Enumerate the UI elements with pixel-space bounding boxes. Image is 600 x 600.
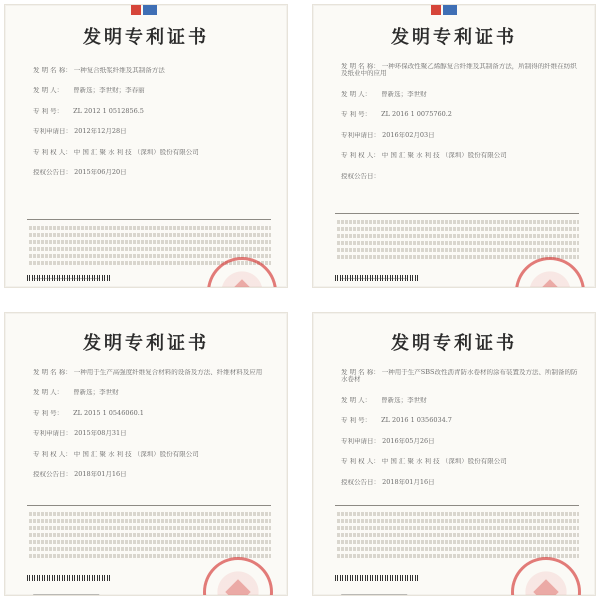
text-line bbox=[29, 540, 271, 544]
field-grant-date bbox=[33, 471, 271, 478]
field-value: 曾新选；李世财 bbox=[381, 396, 427, 404]
field-patentee bbox=[33, 451, 271, 458]
field-filing-date bbox=[33, 128, 271, 135]
field-value: ZL 2015 1 0546060.1 bbox=[73, 409, 144, 417]
certificate-body-text bbox=[337, 217, 579, 262]
field-value: 一种用于生产高强度纤维复合材料的设备及方法、纤维材料及应用 bbox=[73, 369, 263, 376]
field-label: 专 利 权 人： bbox=[341, 458, 380, 466]
field-value: 曾新选；李世财 bbox=[73, 389, 119, 397]
field-value: 中 国 汇 聚 水 利 技 （深圳）股份有限公司 bbox=[381, 458, 507, 466]
field-filing-date bbox=[341, 438, 579, 445]
field-invention-title bbox=[341, 369, 579, 384]
field-label: 专利申请日： bbox=[341, 131, 380, 139]
certificate-fields bbox=[33, 369, 271, 492]
field-label: 授权公告日： bbox=[33, 471, 72, 479]
field-label: 专 利 权 人： bbox=[33, 148, 72, 156]
field-value: 2015年08月31日 bbox=[74, 430, 127, 438]
field-value: ZL 2012 1 0512856.5 bbox=[73, 107, 144, 115]
field-inventors bbox=[33, 389, 271, 396]
text-line bbox=[29, 247, 271, 251]
official-seal bbox=[203, 557, 273, 596]
signature-mark bbox=[33, 267, 103, 279]
field-patent-number bbox=[33, 108, 271, 115]
field-label: 发 明 名 称： bbox=[33, 369, 72, 376]
field-label: 专 利 权 人： bbox=[33, 450, 72, 458]
certificate-fields bbox=[341, 369, 579, 499]
barcode bbox=[335, 575, 419, 581]
certificate-body-text bbox=[337, 509, 579, 561]
official-seal bbox=[511, 557, 581, 596]
text-line bbox=[29, 233, 271, 237]
certificate-title: 发明专利证书 bbox=[391, 27, 517, 48]
divider-line bbox=[335, 213, 579, 214]
field-label: 发 明 名 称： bbox=[341, 369, 380, 376]
field-value: 2016年02月03日 bbox=[382, 131, 435, 139]
field-label: 发 明 人： bbox=[33, 389, 64, 397]
text-line bbox=[337, 512, 579, 516]
field-inventors bbox=[33, 87, 271, 94]
field-label: 专 利 号： bbox=[33, 107, 64, 115]
field-label: 发 明 人： bbox=[341, 90, 372, 98]
text-line bbox=[337, 540, 579, 544]
certificate-title: 发明专利证书 bbox=[83, 333, 209, 354]
text-line bbox=[337, 533, 579, 537]
field-label: 发 明 人： bbox=[341, 396, 372, 404]
field-value: 2015年06月20日 bbox=[74, 169, 127, 177]
text-line bbox=[337, 234, 579, 238]
field-patentee bbox=[33, 149, 271, 156]
divider-line bbox=[27, 219, 271, 220]
field-invention-title bbox=[33, 369, 271, 376]
text-line bbox=[337, 519, 579, 523]
patent-certificate-4 bbox=[312, 312, 596, 596]
field-inventors bbox=[341, 397, 579, 404]
divider-line bbox=[27, 505, 271, 506]
field-value: 中 国 汇 聚 水 利 技 （深圳）股份有限公司 bbox=[381, 152, 507, 160]
emblem-flag-icon bbox=[131, 5, 159, 15]
field-value: 2012年12月28日 bbox=[74, 128, 127, 136]
text-line bbox=[337, 547, 579, 551]
text-line bbox=[337, 241, 579, 245]
text-line bbox=[29, 533, 271, 537]
patent-certificate-1 bbox=[4, 4, 288, 288]
field-label: 发 明 名 称： bbox=[33, 67, 72, 74]
certificate-title: 发明专利证书 bbox=[391, 333, 517, 354]
field-label: 授权公告日： bbox=[341, 172, 380, 180]
field-value: 一种环保改性聚乙烯醇复合纤维及其制备方法，所制得的纤维在纺织及纸业中的应用 bbox=[341, 63, 577, 78]
signature-mark bbox=[341, 267, 411, 279]
field-value: 一种复合纸浆纤维及其制备方法 bbox=[73, 67, 165, 74]
field-value: 中 国 汇 聚 水 利 技 （深圳）股份有限公司 bbox=[73, 450, 199, 458]
field-value: 中 国 汇 聚 水 利 技 （深圳）股份有限公司 bbox=[73, 148, 199, 156]
field-label: 发 明 名 称： bbox=[341, 63, 380, 70]
patent-certificate-3 bbox=[4, 312, 288, 596]
text-line bbox=[29, 240, 271, 244]
text-line bbox=[29, 519, 271, 523]
emblem-flag-icon bbox=[431, 5, 459, 15]
field-label: 发 明 人： bbox=[33, 87, 64, 95]
text-line bbox=[29, 226, 271, 230]
field-value: ZL 2016 1 0075760.2 bbox=[381, 111, 452, 119]
field-label: 授权公告日： bbox=[341, 478, 380, 486]
barcode bbox=[27, 575, 111, 581]
field-inventors bbox=[341, 91, 579, 98]
field-filing-date bbox=[341, 132, 579, 139]
field-patentee bbox=[341, 458, 579, 465]
text-line bbox=[337, 227, 579, 231]
field-label: 授权公告日： bbox=[33, 169, 72, 177]
field-grant-date bbox=[341, 479, 579, 486]
divider-line bbox=[335, 505, 579, 506]
field-value: 2018年01月16日 bbox=[382, 478, 435, 486]
text-line bbox=[29, 526, 271, 530]
text-line bbox=[337, 220, 579, 224]
field-value: 曾新选；李世财 bbox=[381, 90, 427, 98]
field-filing-date bbox=[33, 430, 271, 437]
field-grant-date bbox=[33, 169, 271, 176]
field-label: 专 利 权 人： bbox=[341, 152, 380, 160]
field-label: 专利申请日： bbox=[341, 437, 380, 445]
text-line bbox=[29, 547, 271, 551]
field-grant-date bbox=[341, 173, 579, 180]
field-value: ZL 2016 1 0356034.7 bbox=[381, 417, 452, 425]
field-label: 专利申请日： bbox=[33, 430, 72, 438]
field-invention-title bbox=[33, 67, 271, 74]
field-patent-number bbox=[341, 111, 579, 118]
field-label: 专利申请日： bbox=[33, 128, 72, 136]
certificate-body-text bbox=[29, 509, 271, 561]
text-line bbox=[29, 512, 271, 516]
field-patent-number bbox=[341, 417, 579, 424]
certificate-fields bbox=[341, 63, 579, 193]
field-invention-title bbox=[341, 63, 579, 78]
field-value: 一种用于生产SBS改性沥青防水卷材的涂布装置及方法、所制备的防水卷材 bbox=[341, 369, 578, 384]
field-label: 专 利 号： bbox=[33, 409, 64, 417]
field-value: 2016年05月26日 bbox=[382, 437, 435, 445]
text-line bbox=[337, 526, 579, 530]
field-label: 专 利 号： bbox=[341, 111, 372, 119]
text-line bbox=[337, 248, 579, 252]
certificate-fields bbox=[33, 67, 271, 190]
field-patentee bbox=[341, 152, 579, 159]
field-label: 专 利 号： bbox=[341, 417, 372, 425]
certificate-title: 发明专利证书 bbox=[83, 27, 209, 48]
patent-certificate-2 bbox=[312, 4, 596, 288]
field-value: 曾新选；李世财；李春丽 bbox=[73, 87, 145, 95]
signature-mark bbox=[341, 583, 411, 595]
field-value: 2018年01月16日 bbox=[74, 471, 127, 479]
signature-mark bbox=[33, 583, 103, 595]
field-patent-number bbox=[33, 410, 271, 417]
